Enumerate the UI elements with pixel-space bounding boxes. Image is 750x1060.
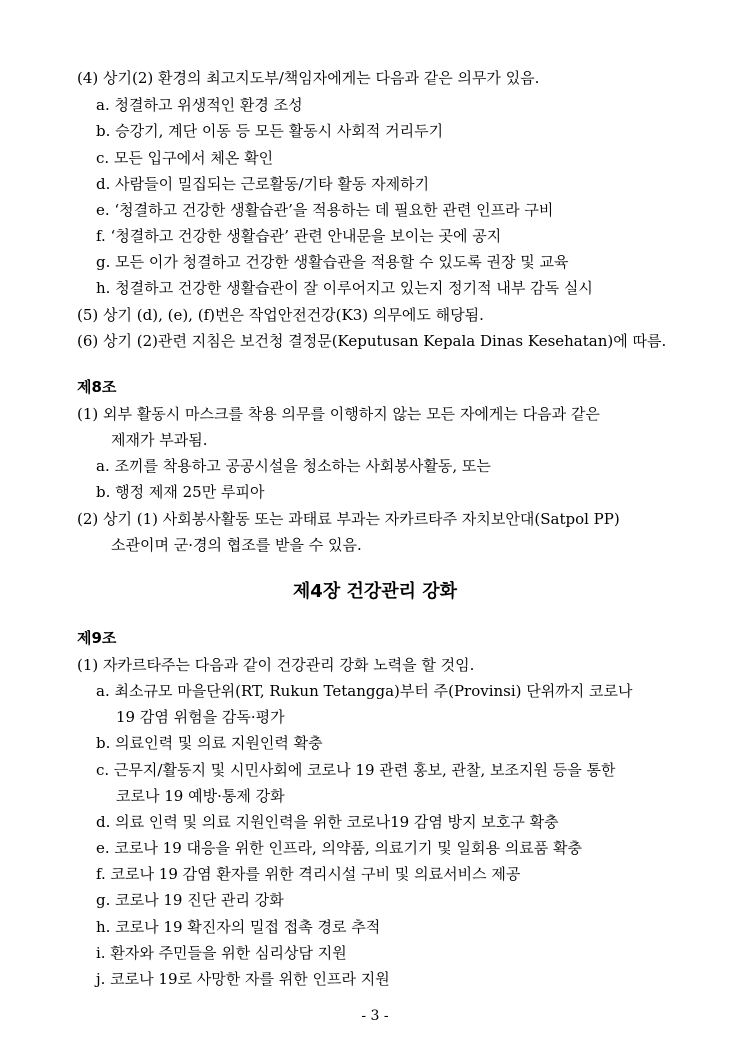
article-8-heading: 제8조 — [77, 378, 117, 396]
list-item: f. ‘청결하고 건강한 생활습관’ 관련 안내문을 보이는 곳에 공지 — [96, 227, 502, 245]
list-item: h. 청결하고 건강한 생활습관이 잘 이루어지고 있는지 정기적 내부 감독 실시 — [96, 279, 593, 297]
list-item-cont: 19 감염 위험을 감독·평가 — [116, 708, 285, 726]
list-item: b. 행정 제재 25만 루피아 — [96, 483, 265, 501]
list-item: e. 코로나 19 대응을 위한 인프라, 의약품, 의료기기 및 일회용 의료품 확충 — [96, 839, 582, 857]
list-item: c. 근무지/활동지 및 시민사회에 코로나 19 관련 홍보, 관찰, 보조지원 등을 통한 — [96, 761, 616, 779]
list-item: c. 모든 입구에서 체온 확인 — [96, 149, 274, 167]
clause-4: (4) 상기(2) 환경의 최고지도부/책임자에게는 다음과 같은 의무가 있음. — [77, 69, 540, 87]
page-number: - 3 - — [361, 1008, 389, 1024]
list-item: g. 코로나 19 진단 관리 강화 — [96, 891, 284, 909]
list-item: a. 조끼를 착용하고 공공시설을 청소하는 사회봉사활동, 또는 — [96, 457, 491, 475]
list-item: b. 의료인력 및 의료 지원인력 확충 — [96, 734, 323, 752]
article-9-clause-1: (1) 자카르타주는 다음과 같이 건강관리 강화 노력을 할 것임. — [77, 656, 475, 674]
list-item: a. 최소규모 마을단위(RT, Rukun Tetangga)부터 주(Provinsi) 단위까지 코로나 — [96, 682, 633, 700]
article-8-clause-1-cont: 제재가 부과됨. — [111, 431, 208, 449]
list-item: d. 사람들이 밀집되는 근로활동/기타 활동 자제하기 — [96, 175, 430, 193]
list-item: i. 환자와 주민들을 위한 심리상담 지원 — [96, 944, 347, 962]
clause-5: (5) 상기 (d), (e), (f)번은 작업안전건강(K3) 의무에도 해당됨. — [77, 306, 484, 324]
article-8-clause-2-cont: 소관이며 군·경의 협조를 받을 수 있음. — [111, 536, 362, 554]
list-item: g. 모든 이가 청결하고 건강한 생활습관을 적용할 수 있도록 권장 및 교육 — [96, 253, 569, 271]
chapter-title: 제4장 건강관리 강화 — [292, 581, 458, 602]
article-8-clause-1: (1) 외부 활동시 마스크를 착용 의무를 이행하지 않는 모든 자에게는 다음과 같은 — [77, 405, 600, 423]
article-9-heading: 제9조 — [77, 629, 117, 647]
list-item: a. 청결하고 위생적인 환경 조성 — [96, 96, 303, 114]
list-item: j. 코로나 19로 사망한 자를 위한 인프라 지원 — [96, 970, 390, 988]
list-item: h. 코로나 19 확진자의 밀접 접촉 경로 추적 — [96, 918, 381, 936]
clause-6: (6) 상기 (2)관련 지침은 보건청 결정문(Keputusan Kepala Dinas Kesehatan)에 따름. — [77, 332, 667, 350]
list-item: d. 의료 인력 및 의료 지원인력을 위한 코로나19 감염 방지 보호구 확충 — [96, 813, 559, 831]
list-item: b. 승강기, 계단 이동 등 모든 활동시 사회적 거리두기 — [96, 122, 444, 140]
list-item: f. 코로나 19 감염 환자를 위한 격리시설 구비 및 의료서비스 제공 — [96, 865, 521, 883]
list-item-cont: 코로나 19 예방·통제 강화 — [116, 787, 285, 805]
article-8-clause-2: (2) 상기 (1) 사회봉사활동 또는 과태료 부과는 자카르타주 자치보안대(Satpol PP) — [77, 510, 620, 528]
list-item: e. ‘청결하고 건강한 생활습관’을 적용하는 데 필요한 관련 인프라 구비 — [96, 201, 554, 219]
